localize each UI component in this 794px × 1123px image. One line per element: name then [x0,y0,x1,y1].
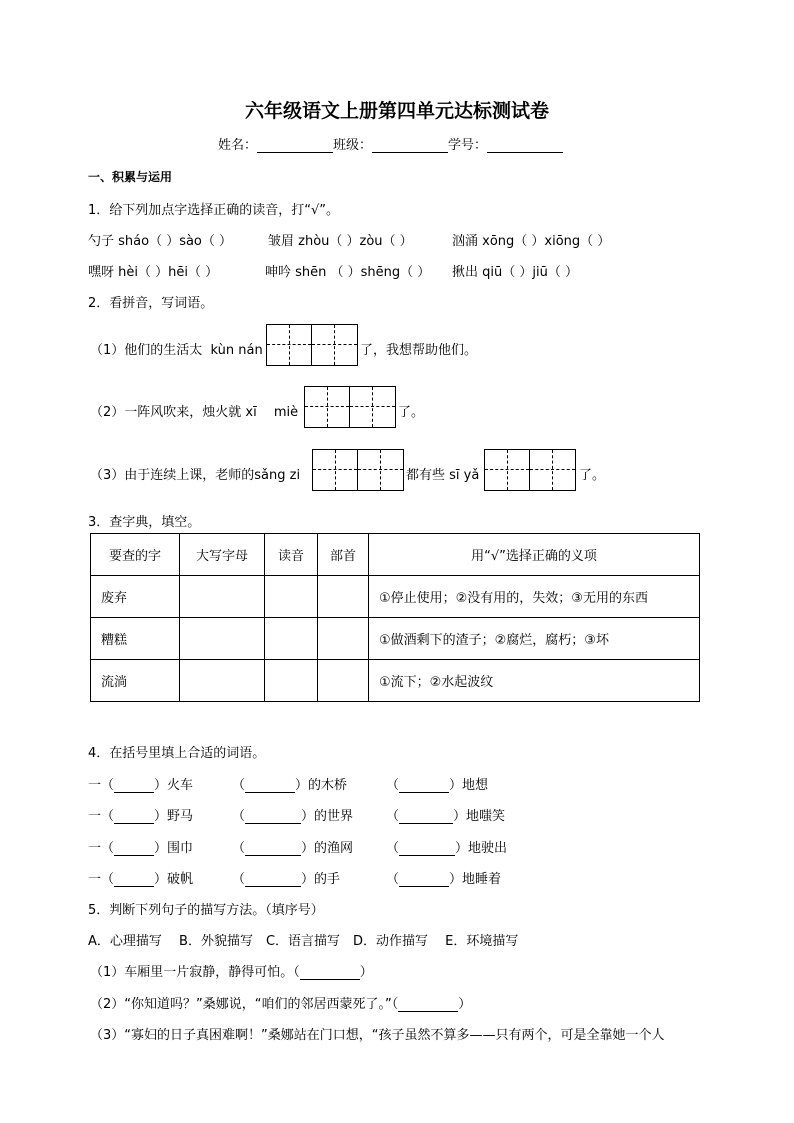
table-cell-input[interactable] [180,660,265,702]
q5-sentence: （1）车厢里一片寂静，静得可怕。（ ） [90,965,373,980]
pinyin: xī miè [245,405,299,420]
blank[interactable] [399,809,453,824]
q2-item2-text: （2）一阵风吹来，烛火就 xī miè [90,405,299,420]
q4-item: 一（ ）破帆 [88,872,194,887]
q1-item: 汹涌 xōng（ ）xiōng（ ） [452,234,611,249]
page-title: 六年级语文上册第四单元达标测试卷 [244,100,549,122]
q4-prompt: 4．在括号里填上合适的词语。 [88,746,266,761]
class-label: 班级： [333,138,373,153]
table-row [91,660,700,702]
q5-options: A．心理描写 B．外貌描写 C．语言描写 D．动作描写 E．环境描写 [88,934,519,949]
class-field[interactable] [372,138,448,153]
q2-item1-tail: 了，我想帮助他们。 [360,343,478,358]
table-header: 大写字母 [180,534,265,576]
dictionary-table [90,533,700,702]
blank[interactable] [398,997,458,1012]
q4-item: 一（ ）野马 [88,809,194,824]
q2-item3-text: （3）由于连续上课，老师的sǎng zi [90,468,301,483]
q4-item: （ ）地想 [386,778,489,793]
q1-prompt: 1．给下列加点字选择正确的读音，打“√”。 [88,203,340,218]
writing-grid[interactable] [304,386,396,428]
q5-sentence: （2）“你知道吗？”桑娜说，“咱们的邻居西蒙死了。”（ ） [90,997,472,1012]
q2-item3-mid: 都有些 sī yǎ [406,468,480,483]
q1-item: 呻吟 shēn （ ）shēng（ ） [265,265,431,280]
blank[interactable] [245,809,301,824]
q4-item: （ ）地嗤笑 [386,809,506,824]
section-title: 一、积累与运用 [88,170,173,184]
q2-item2-tail: 了。 [398,405,425,420]
table-cell-input[interactable] [318,576,369,618]
q1-item: 勺子 sháo（ ）sào（ ） [88,234,233,249]
table-cell-input[interactable] [265,660,318,702]
q4-item: （ ）的手 [232,872,341,887]
blank[interactable] [300,965,360,980]
table-cell-input[interactable] [265,576,318,618]
q4-item: （ ）地驶出 [386,841,508,856]
q1-item: 嘿呀 hèi（ ）hēi（ ） [88,265,219,280]
q2-prompt: 2．看拼音，写词语。 [88,296,214,311]
q5-prompt: 5．判断下列句子的描写方法。（填序号） [88,903,324,918]
table-cell-input[interactable] [265,618,318,660]
q2-item3-tail: 了。 [579,468,606,483]
writing-grid[interactable] [484,449,576,491]
blank[interactable] [245,841,301,856]
table-cell-word: 流淌 [91,660,180,702]
q1-item: 揪出 qiū（ ）jiū（ ） [452,265,578,280]
pinyin: kùn nán [210,343,263,358]
table-cell-meanings: ①流下；②水起波纹 [369,660,700,702]
blank[interactable] [114,841,154,856]
writing-grid[interactable] [266,324,358,366]
table-cell-meanings: ①停止使用；②没有用的，失效；③无用的东西 [369,576,700,618]
q5-sentence: （3）“寡妇的日子真困难啊！”桑娜站在门口想，“孩子虽然不算多——只有两个，可是全靠她一个人 [90,1028,665,1043]
table-cell-word: 糟糕 [91,618,180,660]
q1-item: 皱眉 zhòu（ ）zòu（ ） [268,234,413,249]
q2-item1-text: （1）他们的生活太 kùn nán [90,343,263,358]
blank[interactable] [114,809,154,824]
table-cell-meanings: ①做酒剩下的渣子；②腐烂，腐朽；③坏 [369,618,700,660]
table-cell-input[interactable] [318,660,369,702]
table-row [91,618,700,660]
blank[interactable] [245,778,295,793]
q4-item: （ ）地睡着 [386,872,502,887]
blank[interactable] [399,841,455,856]
blank[interactable] [245,872,301,887]
q4-item: 一（ ）火车 [88,778,194,793]
blank[interactable] [399,872,449,887]
table-header: 部首 [318,534,369,576]
pinyin: sī yǎ [449,468,480,483]
q4-item: （ ）的木桥 [232,778,348,793]
table-cell-input[interactable] [318,618,369,660]
table-cell-word: 废弃 [91,576,180,618]
blank[interactable] [399,778,449,793]
writing-grid[interactable] [312,449,404,491]
q4-item: （ ）的渔网 [232,841,354,856]
table-cell-input[interactable] [180,576,265,618]
table-header-row [91,534,700,576]
q4-item: 一（ ）围巾 [88,841,194,856]
name-field[interactable] [257,138,333,153]
table-cell-input[interactable] [180,618,265,660]
student-info-line [218,134,563,153]
table-header: 用“√”选择正确的义项 [369,534,700,576]
table-row [91,576,700,618]
blank[interactable] [114,778,154,793]
q3-prompt: 3．查字典，填空。 [88,515,201,530]
name-label: 姓名： [218,138,258,153]
q4-item: （ ）的世界 [232,809,354,824]
number-label: 学号： [448,138,488,153]
blank[interactable] [114,872,154,887]
number-field[interactable] [487,138,563,153]
table-header: 读音 [265,534,318,576]
pinyin: sǎng zi [254,468,301,483]
table-header: 要查的字 [91,534,180,576]
